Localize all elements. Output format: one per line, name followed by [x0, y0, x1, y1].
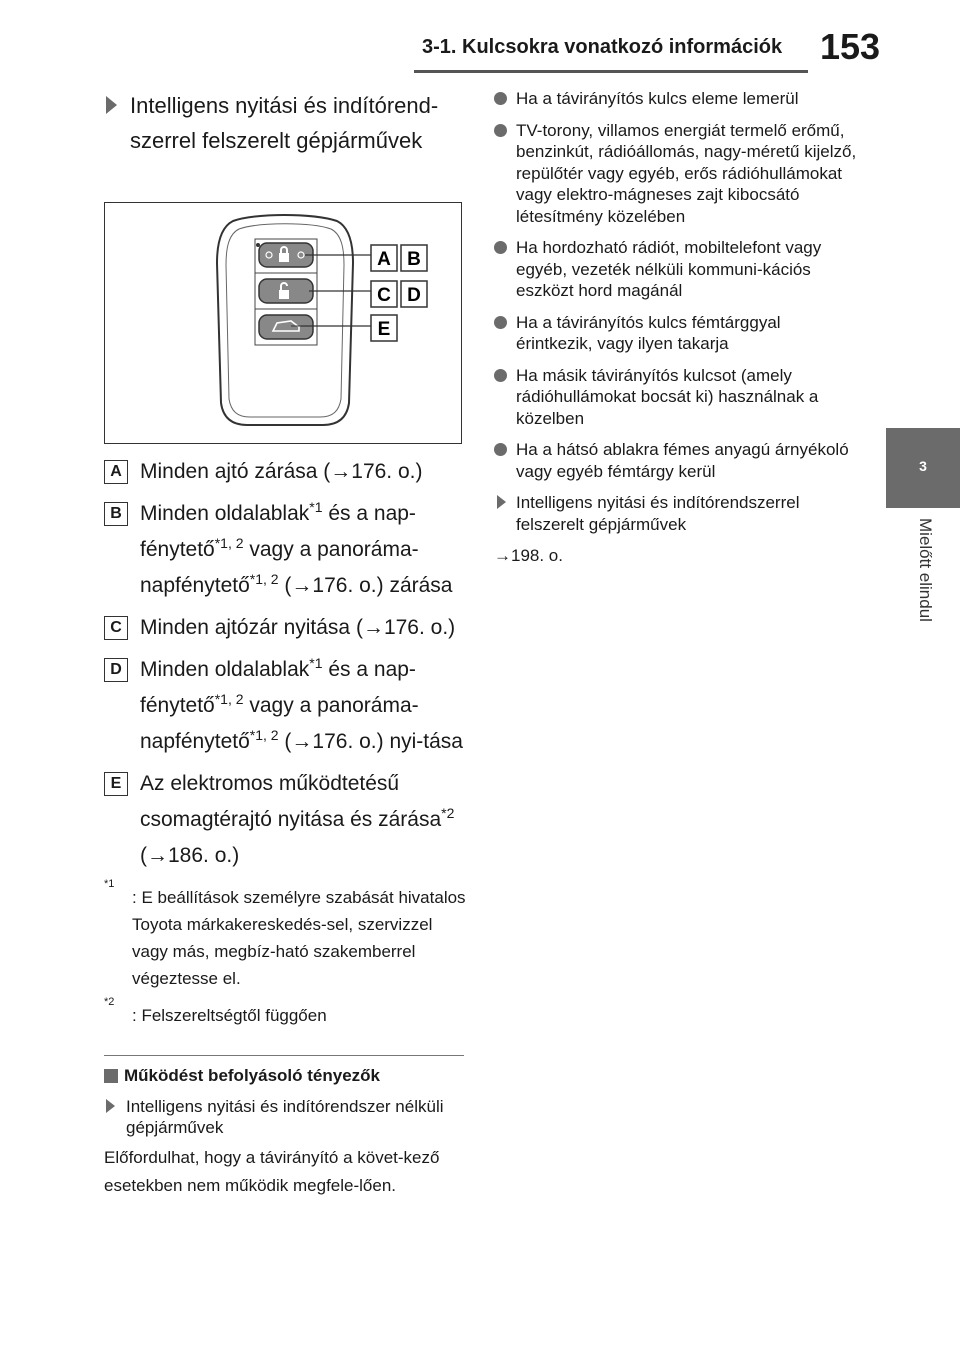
chapter-tab — [886, 428, 960, 508]
chapter-label: Mielőtt elindul — [916, 518, 935, 622]
label-badge: A — [104, 460, 128, 484]
function-text: (→176. o.) nyi-tása — [278, 730, 463, 753]
footnote-text: : Felszereltségtől függően — [132, 1006, 327, 1025]
header-rule — [414, 70, 808, 73]
circle-bullet-icon — [494, 124, 507, 137]
footnote-ref: *1, 2 — [214, 535, 244, 551]
svg-text:A: A — [377, 249, 391, 270]
svg-text:D: D — [407, 285, 421, 306]
section-subheading — [104, 1096, 466, 1138]
circle-bullet-icon — [494, 316, 507, 329]
function-text: Minden ajtó zárása (→176. o.) — [140, 460, 423, 483]
footnote-1: *1 : E beállítások személyre szabását hivatalos Toyota márkakereskedés-sel, szervizzel vagy más, megbíz-ható szakemberrel végeztesse el. — [104, 878, 466, 988]
triangle-bullet-icon — [497, 495, 506, 509]
footnote-ref: *1, 2 — [249, 571, 279, 587]
svg-text:C: C — [377, 285, 391, 306]
label-badge: D — [104, 658, 128, 682]
subsection-heading — [104, 88, 466, 158]
list-item — [494, 365, 860, 430]
left-column — [104, 88, 466, 1200]
circle-bullet-icon — [494, 443, 507, 456]
svg-text:E: E — [377, 319, 391, 340]
section-heading — [104, 1064, 466, 1088]
function-text: Minden oldalablak — [140, 502, 310, 525]
function-text: vagy a panoráma-napfénytető — [140, 538, 419, 597]
triangle-bullet-icon — [106, 96, 117, 114]
section-subheading-text: Intelligens nyitási és indítórendszer nélküli gépjárművek — [126, 1097, 444, 1137]
footnote-ref: *2 — [441, 805, 455, 821]
list-item-text: Ha a hátsó ablakra fémes anyagú árnyékoló vagy egyéb fémtárgy kerül — [516, 440, 849, 481]
subsection-heading-text: Intelligens nyitási és indítórendszerrel felszerelt gépjárművek — [516, 493, 800, 534]
figure-label-d — [401, 281, 427, 307]
page-reference[interactable]: →198. o. — [494, 546, 563, 565]
footnote-ref: *1 — [309, 499, 323, 515]
list-item — [494, 439, 860, 482]
svg-text:B: B — [407, 249, 421, 270]
function-text: Az elektromos működtetésű csomagtérajtó nyitása és zárása — [140, 772, 442, 831]
circle-bullet-icon — [494, 241, 507, 254]
footnote-2: *2 : Felszereltségtől függően — [104, 996, 327, 1025]
figure-label-b — [401, 245, 427, 271]
page-header — [0, 0, 960, 80]
function-item-b — [104, 496, 466, 604]
list-item — [494, 237, 860, 302]
circle-bullet-icon — [494, 369, 507, 382]
figure-label-e — [371, 315, 397, 341]
page-number: 153 — [820, 26, 881, 67]
triangle-bullet-icon — [106, 1099, 115, 1113]
function-item-c — [104, 610, 466, 646]
smart-key-figure — [104, 202, 462, 444]
circle-bullet-icon — [494, 92, 507, 105]
list-item — [494, 312, 860, 355]
footnote-ref: *1, 2 — [249, 727, 279, 743]
label-badge: E — [104, 772, 128, 796]
section-heading-text: Működést befolyásoló tényezők — [124, 1066, 380, 1085]
square-bullet-icon — [104, 1069, 118, 1083]
figure-label-c — [371, 281, 397, 307]
figure-label-a — [371, 245, 397, 271]
function-text: és a nap-fénytető — [140, 658, 416, 717]
list-item — [494, 88, 860, 110]
label-badge: B — [104, 502, 128, 526]
section-title: 3-1. Kulcsokra vonatkozó információk — [422, 36, 783, 58]
smart-key-illustration — [105, 203, 461, 443]
section-divider — [104, 1055, 464, 1056]
footnote-ref: *1 — [309, 655, 323, 671]
list-item-text: Ha másik távirányítós kulcsot (amely rádióhullámokat bocsát ki) használnak a közelben — [516, 365, 819, 428]
list-item-text: TV-torony, villamos energiát termelő erőmű, benzinkút, rádióállomás, nagy-méretű kijelző, repülőtér vagy egyéb, erős rádióhullámokat vagy elektro-mágneses zajt kibocsátó létesítmény közelében — [516, 120, 857, 226]
label-badge: C — [104, 616, 128, 640]
footnote-ref: *1, 2 — [214, 691, 244, 707]
footnote-text: : E beállítások személyre szabását hivatalos Toyota márkakereskedés-sel, szervizzel vagy más, megbíz-ható szakemberrel végeztesse el. — [132, 888, 466, 988]
subsection-heading-text: Intelligens nyitási és indítórend-szerrel felszerelt gépjárművek — [130, 93, 439, 153]
list-item-text: Ha hordozható rádiót, mobiltelefont vagy egyéb, vezeték nélküli kommuni-kációs eszközt hord magánál — [516, 238, 822, 300]
function-text: (→176. o.) zárása — [278, 574, 453, 597]
function-item-a — [104, 454, 466, 490]
paragraph: Előfordulhat, hogy a távirányító a követ-kező esetekben nem működik megfele-lően. — [104, 1148, 440, 1195]
list-item-text: Ha a távirányítós kulcs eleme lemerül — [516, 89, 799, 108]
function-item-d — [104, 652, 466, 760]
function-text: vagy a panoráma-napfénytető — [140, 694, 419, 753]
subsection-heading — [494, 492, 860, 535]
function-text: Minden oldalablak — [140, 658, 310, 681]
list-item-text: Ha a távirányítós kulcs fémtárggyal érintkezik, vagy ilyen takarja — [516, 312, 781, 353]
function-text: Minden ajtózár nyitása (→176. o.) — [140, 616, 456, 639]
chapter-number: 3 — [919, 458, 927, 474]
function-text: (→186. o.) — [140, 844, 240, 867]
function-text: és a nap-fénytető — [140, 502, 416, 561]
function-item-e — [104, 766, 466, 874]
list-item — [494, 120, 860, 228]
right-column — [494, 88, 860, 567]
